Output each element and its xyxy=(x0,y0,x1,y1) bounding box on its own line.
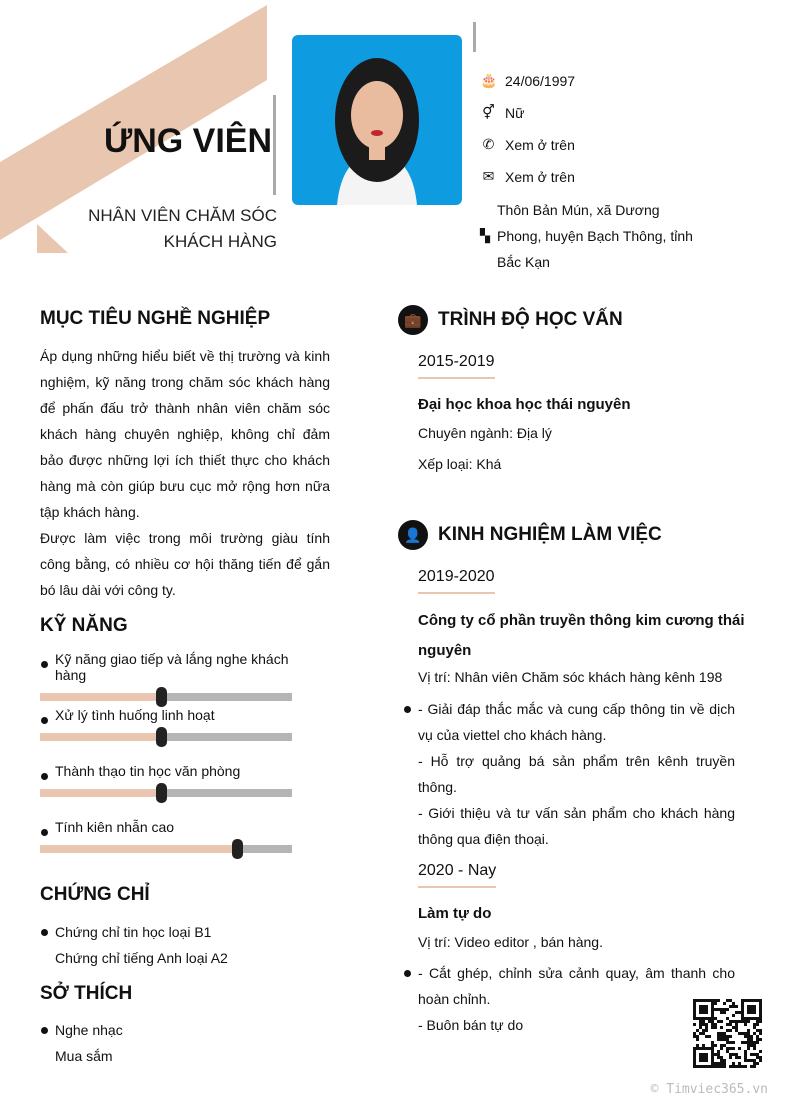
skill-label: Xử lý tình huống linh hoạt xyxy=(55,707,292,723)
copyright: © Timviec365.vn xyxy=(650,1082,768,1097)
hobbies-list: Nghe nhạc Mua sắm xyxy=(55,1017,123,1069)
school: Đại học khoa học thái nguyên xyxy=(418,396,631,413)
skill-knob xyxy=(156,783,167,803)
education-year: 2015-2019 xyxy=(418,353,495,379)
skill-label: Thành thạo tin học văn phòng xyxy=(55,763,292,779)
skill-fill xyxy=(40,789,161,797)
job-year: 2019-2020 xyxy=(418,568,495,594)
birthday: 🎂 24/06/1997 xyxy=(480,72,576,89)
major: Chuyên ngành: Địa lý xyxy=(418,425,552,441)
email: ✉ Xem ở trên xyxy=(480,168,575,185)
skill-bar xyxy=(40,789,292,797)
phone-icon: ✆ xyxy=(482,136,495,152)
gender: ⚥ Nữ xyxy=(480,104,524,121)
skill-fill xyxy=(40,845,237,853)
duties: - Cắt ghép, chỉnh sửa cảnh quay, âm thanh cho hoàn chỉnh. - Buôn bán tự do xyxy=(418,960,735,1038)
candidate-name: ỨNG VIÊN xyxy=(103,122,272,160)
company: Công ty cổ phần truyền thông kim cương thái nguyên xyxy=(418,612,745,659)
rank: Xếp loại: Khá xyxy=(418,456,502,472)
skill-knob xyxy=(156,687,167,707)
skill-knob xyxy=(156,727,167,747)
hobbies-heading: SỞ THÍCH xyxy=(40,983,133,1004)
phone: ✆ Xem ở trên xyxy=(480,136,575,153)
divider xyxy=(273,95,276,195)
divider xyxy=(473,22,476,52)
position: Vị trí: Nhân viên Chăm sóc khách hàng kênh 198 xyxy=(418,669,723,685)
skill-bar xyxy=(40,693,292,701)
map-icon: ▚ xyxy=(480,228,490,243)
certificates-list: Chứng chỉ tin học loại B1 Chứng chỉ tiếng Anh loại A2 xyxy=(55,919,228,971)
skill-item xyxy=(40,763,292,797)
education-heading: TRÌNH ĐỘ HỌC VẤN xyxy=(438,309,623,330)
address: Thôn Bản Mún, xã Dương Phong, huyện Bạch Thông, tỉnh Bắc Kạn xyxy=(497,202,693,270)
skill-bar xyxy=(40,845,292,853)
company: Làm tự do xyxy=(418,905,492,922)
skill-label: Kỹ năng giao tiếp và lắng nghe khách hàng xyxy=(55,651,292,683)
skill-fill xyxy=(40,693,161,701)
certificates-heading: CHỨNG CHỈ xyxy=(40,884,150,905)
skill-knob xyxy=(232,839,243,859)
skill-bar xyxy=(40,733,292,741)
cake-icon: 🎂 xyxy=(480,72,498,88)
duties: - Giải đáp thắc mắc và cung cấp thông tin về dịch vụ của viettel cho khách hàng. - Hỗ trợ quảng bá sản phẩm trên kênh truyền thông. - Giới thiệu và tư vấn sản phẩm cho khách hàng thông qua điện thoại. xyxy=(418,696,735,852)
job-title: NHÂN VIÊN CHĂM SÓC KHÁCH HÀNG xyxy=(88,206,277,251)
profile-photo xyxy=(292,35,462,205)
envelope-icon: ✉ xyxy=(482,168,495,184)
gender-icon: ⚥ xyxy=(482,104,495,120)
user-icon: 👤 xyxy=(398,520,428,550)
skills-heading: KỸ NĂNG xyxy=(40,615,128,636)
job-year: 2020 - Nay xyxy=(418,862,496,888)
briefcase-icon: 💼 xyxy=(398,305,428,335)
objective-heading: MỤC TIÊU NGHỀ NGHIỆP xyxy=(40,308,271,329)
skill-label: Tính kiên nhẫn cao xyxy=(55,819,292,835)
skill-fill xyxy=(40,733,161,741)
skill-item xyxy=(40,651,292,701)
objective-text: Áp dụng những hiểu biết về thị trường và kinh nghiệm, kỹ năng trong chăm sóc khách hàng để phấn đấu trở thành nhân viên chăm sóc khách hàng chuyên nghiệp, không chỉ đảm bảo được những lợi ích thiết thực cho khách hàng mà còn giúp bưu cục mở rộng hơn nữa tập khách hàng. Được làm việc trong môi trường giàu tính công bằng, có nhiều cơ hội thăng tiến để gắn bó lâu dài với công ty. xyxy=(40,348,330,598)
position: Vị trí: Video editor , bán hàng. xyxy=(418,934,603,950)
skill-item xyxy=(40,819,292,853)
experience-heading: KINH NGHIỆM LÀM VIỆC xyxy=(438,524,662,545)
qr-code xyxy=(693,999,763,1069)
skill-item xyxy=(40,707,292,741)
